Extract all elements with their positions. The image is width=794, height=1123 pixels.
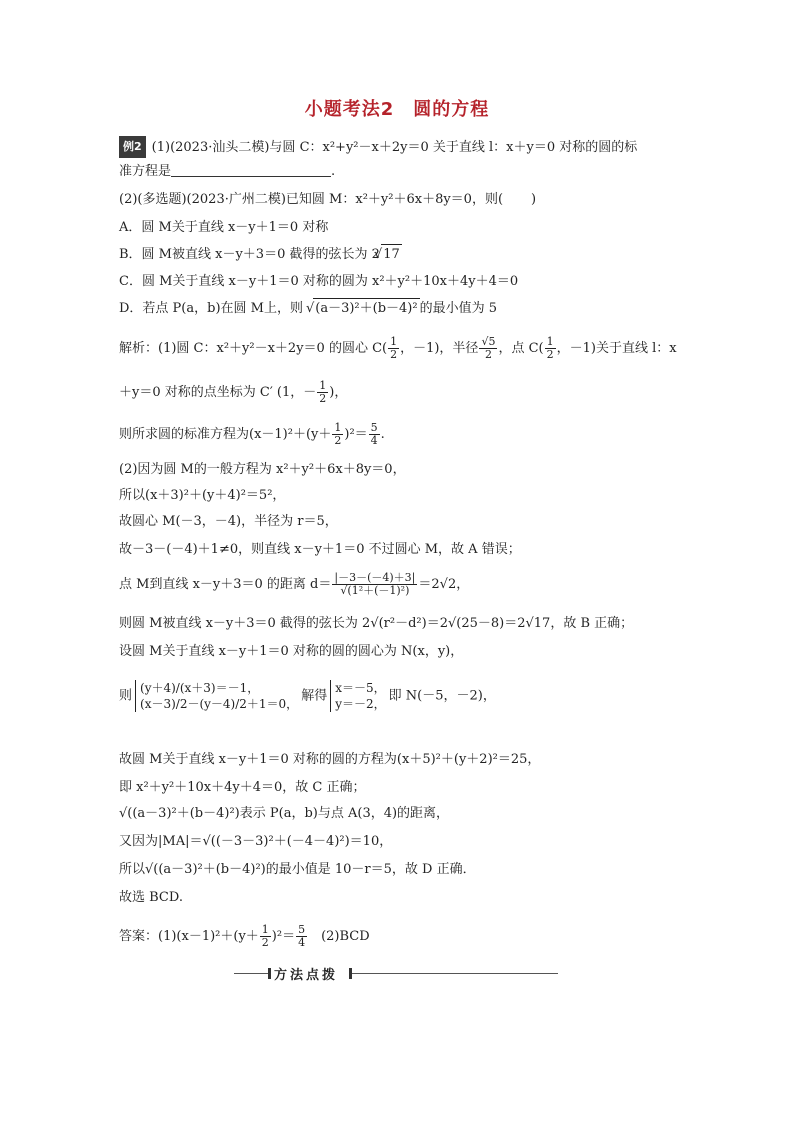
method-tips-label: 方法点拨 [274, 968, 339, 983]
solution-2-line-9: 故圆 M关于直线 x－y＋1＝0 对称的圆的方程为(x＋5)²＋(y＋2)²＝25， [119, 752, 541, 767]
solution-2-system: 则 (y＋4)/(x＋3)＝－1， (x－3)/2－(y－4)/2＋1＝0， 解得 x＝－5， y＝－2， 即 N(－5，－2)， [119, 681, 496, 711]
fraction: $\frac{1}{2}$ [319, 379, 327, 405]
solution-1-line-2: ＋y＝0 对称的点坐标为 C′ (1，－ $\frac{1}{2}$ )， [119, 379, 348, 405]
solution-2-line-5: 点 M到直线 x－y＋3＝0 的距离 d＝ $\frac{|-3-(-4)+3|}{\text{√(1²＋(－1)²)}}$ ＝2√2， [119, 571, 470, 597]
fraction: $\frac{5}{4}$ [298, 923, 306, 949]
solution-2-line-14: 故选 BCD. [119, 890, 183, 905]
question-1-line-2: 准方程是 . [119, 164, 336, 179]
answer-blank [171, 162, 331, 177]
solution-2-line-1: (2)因为圆 M的一般方程为 x²＋y²＋6x＋8y＝0， [119, 462, 406, 477]
question-1-line-1: 例2 (1)(2023·汕头二模)与圆 C：x²+y²－x＋2y＝0 关于直线 l：x＋y＝0 对称的圆的标 [119, 136, 637, 158]
solution-2-line-7: 设圆 M关于直线 x－y＋1＝0 对称的圆的圆心为 N(x，y)， [119, 644, 464, 659]
solution-2-line-2: 所以(x＋3)²＋(y＋4)²＝5²， [119, 488, 286, 503]
section-title: 小题考法2 圆的方程 [304, 99, 490, 120]
option-d: D．若点 P(a，b)在圆 M上，则√ (a－3)²＋(b－4)² 的最小值为 5 [119, 298, 497, 320]
fraction: $\frac{1}{2}$ [390, 335, 398, 361]
option-b: B．圆 M被直线 x－y＋3＝0 截得的弦长为 2√ 17 [119, 244, 402, 266]
distance-fraction: $\frac{|-3-(-4)+3|}{\text{√(1²＋(－1)²)}}$ [334, 571, 416, 597]
option-c: C．圆 M关于直线 x－y＋1＝0 对称的圆为 x²＋y²＋10x＋4y＋4＝0 [119, 274, 519, 289]
fraction: $\frac{5}{4}$ [370, 421, 378, 447]
equation-system-1: (y＋4)/(x＋3)＝－1， (x－3)/2－(y－4)/2＋1＝0， [135, 680, 298, 712]
fraction: $\frac{1}{2}$ [334, 421, 342, 447]
answer-line: 答案：(1)(x－1)²＋(y＋ $\frac{1}{2}$ )²＝ $\frac{5}{4}$ (2)BCD [119, 923, 370, 949]
divider-tick [268, 968, 271, 979]
fraction: $\frac{1}{2}$ [546, 335, 554, 361]
divider [234, 973, 268, 974]
option-a: A．圆 M关于直线 x－y＋1＝0 对称 [119, 220, 329, 235]
solution-2-line-3: 故圆心 M(－3，－4)，半径为 r＝5， [119, 514, 338, 529]
method-tips-header [234, 966, 558, 983]
fraction: $\frac{√5}{2}$ [481, 335, 496, 361]
solution-2-line-13: 所以√((a－3)²＋(b－4)²)的最小值是 10－r＝5，故 D 正确． [119, 862, 476, 877]
solution-2-line-6: 则圆 M被直线 x－y＋3＝0 截得的弦长为 2√(r²－d²)＝2√(25－8)＝2√17，故 B 正确； [119, 616, 634, 631]
question-2-stem: (2)(多选题)(2023·广州二模)已知圆 M：x²＋y²＋6x＋8y＝0，则( ) [119, 192, 537, 207]
solution-2-line-4: 故－3－(－4)＋1≠0，则直线 x－y＋1＝0 不过圆心 M，故 A 错误； [119, 542, 521, 557]
example-badge: 例2 [119, 136, 146, 158]
solution-1-line-1: 解析：(1)圆 C：x²＋y²－x＋2y＝0 的圆心 C( $\frac{1}{2}$ ，－1)，半径 $\frac{√5}{2}$ ，点 C( $\frac{1}{2}$ ，－1)关于直线 l：x [119, 335, 677, 361]
equation-system-2: x＝－5， y＝－2， [330, 680, 385, 712]
solution-2-line-11: √((a－3)²＋(b－4)²)表示 P(a，b)与点 A(3，4)的距离， [119, 806, 450, 821]
fraction: $\frac{1}{2}$ [261, 923, 269, 949]
solution-2-line-12: 又因为|MA|＝√((－3－3)²＋(－4－4)²)＝10， [119, 834, 393, 849]
solution-2-line-10: 即 x²＋y²＋10x＋4y＋4＝0，故 C 正确； [119, 780, 366, 795]
divider [352, 973, 558, 974]
solution-1-line-3: 则所求圆的标准方程为(x－1)²＋(y＋ $\frac{1}{2}$ )²＝ $\frac{5}{4}$ . [119, 421, 385, 447]
